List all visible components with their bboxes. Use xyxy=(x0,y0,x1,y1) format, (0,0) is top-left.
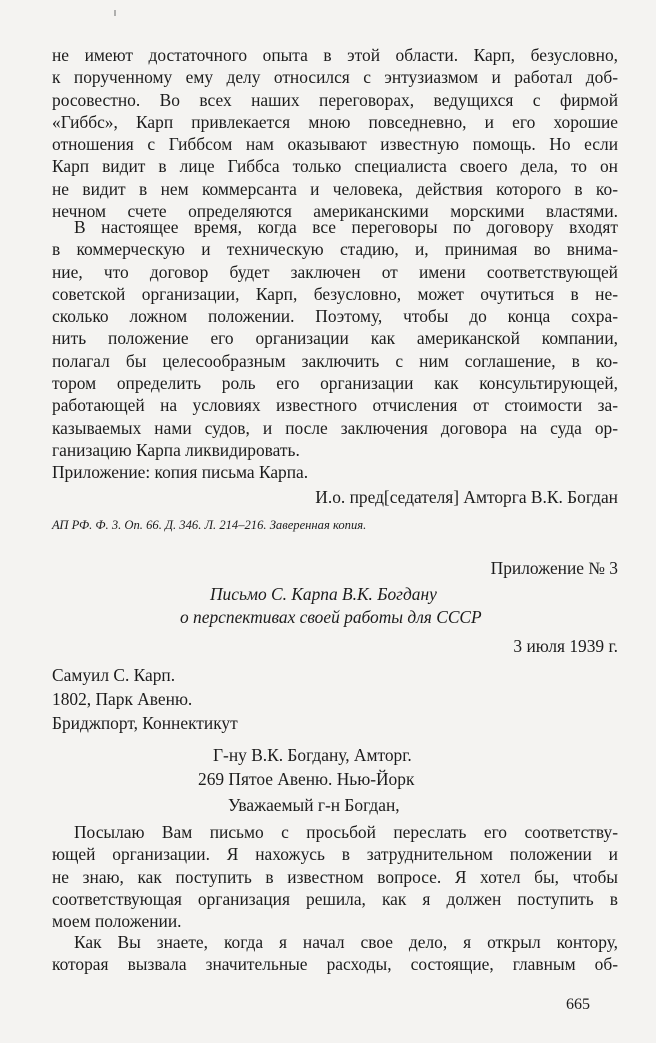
attachment-note: Приложение: копия письма Карпа. xyxy=(52,462,309,482)
text-line: соответствующая организация решила, как я должен поступить в xyxy=(52,888,618,909)
document-title-line-1: Письмо С. Карпа В.К. Богдану xyxy=(210,584,437,604)
letter-date: 3 июля 1939 г. xyxy=(513,636,618,656)
text-line: росовестно. Во всех наших переговорах, ведущихся с фирмой xyxy=(52,89,618,110)
sender-line: Бриджпорт, Коннектикут xyxy=(52,713,238,733)
text-line: Посылаю Вам письмо с просьбой переслать его соответству- xyxy=(74,822,618,842)
text-line: Карп видит в лице Гиббса только специалиста своего дела, то он xyxy=(52,156,618,177)
body-paragraph-1 xyxy=(52,44,618,222)
text-line: Как Вы знаете, когда я начал свое дело, я открыл контору, xyxy=(74,932,618,952)
recipient-line: 269 Пятое Авеню. Нью-Йорк xyxy=(198,769,415,789)
text-line: нить положение его организации как американской компании, xyxy=(52,328,618,349)
signature: И.о. пред[седателя] Амторга В.К. Богдан xyxy=(315,487,618,507)
text-line: «Гиббс», Карп привлекается мною повседневно, и его хорошие xyxy=(52,111,618,132)
sender-line: Самуил С. Карп. xyxy=(52,665,176,685)
text-line: казываемых нами судов, и после заключения договора на суда ор- xyxy=(52,417,618,438)
appendix-label: Приложение № 3 xyxy=(490,558,618,578)
text-line: к порученному ему делу относился с энтузиазмом и работал доб- xyxy=(52,67,618,88)
salutation: Уважаемый г-н Богдан, xyxy=(228,795,400,815)
text-line: ганизацию Карпа ликвидировать. xyxy=(52,439,300,460)
text-line: ние, что договор будет заключен от имени соответствующей xyxy=(52,261,618,282)
scan-speck xyxy=(114,10,116,16)
text-line: полагал бы целесообразным заключить с ним соглашение, в ко- xyxy=(52,350,618,371)
text-line: В настоящее время, когда все переговоры по договору входят xyxy=(74,217,618,237)
archive-reference: АП РФ. Ф. 3. Оп. 66. Д. 346. Л. 214–216. Заверенная копия. xyxy=(52,518,367,532)
text-line: ющей организации. Я нахожусь в затруднительном положении и xyxy=(52,844,618,865)
text-line: не знаю, как поступить в известном вопросе. Я хотел бы, чтобы xyxy=(52,866,618,887)
text-line: советской организации, Карп, безусловно, может очутиться в не- xyxy=(52,283,618,304)
text-line: сколько ложном положении. Поэтому, чтобы до конца сохра- xyxy=(52,306,618,327)
recipient-line: Г-ну В.К. Богдану, Амторг. xyxy=(213,745,412,765)
text-line: не имеют достаточного опыта в этой области. Карп, безусловно, xyxy=(52,45,618,65)
text-line: не видит в нем коммерсанта и человека, действия которого в ко- xyxy=(52,178,618,199)
text-line: тором определить роль его организации как консультирующей, xyxy=(52,373,618,394)
document-title-line-2: о перспективах своей работы для СССР xyxy=(180,607,482,627)
page-number: 665 xyxy=(566,996,590,1013)
text-line: моем положении. xyxy=(52,911,182,932)
text-line: нечном счете определяются американскими морскими властями. xyxy=(52,201,618,222)
letter-paragraph-1 xyxy=(52,821,618,932)
letter-paragraph-2 xyxy=(52,931,618,976)
text-line: отношения с Гиббсом нам оказывают известную помощь. Но если xyxy=(52,134,618,155)
text-line: которая вызвала значительные расходы, состоящие, главным об- xyxy=(52,954,618,975)
body-paragraph-2 xyxy=(52,216,618,461)
text-line: в коммерческую и техническую стадию, и, принимая во внима- xyxy=(52,239,618,260)
sender-line: 1802, Парк Авеню. xyxy=(52,689,193,709)
text-line: работающей на условиях известного отчисления от стоимости за- xyxy=(52,395,618,416)
